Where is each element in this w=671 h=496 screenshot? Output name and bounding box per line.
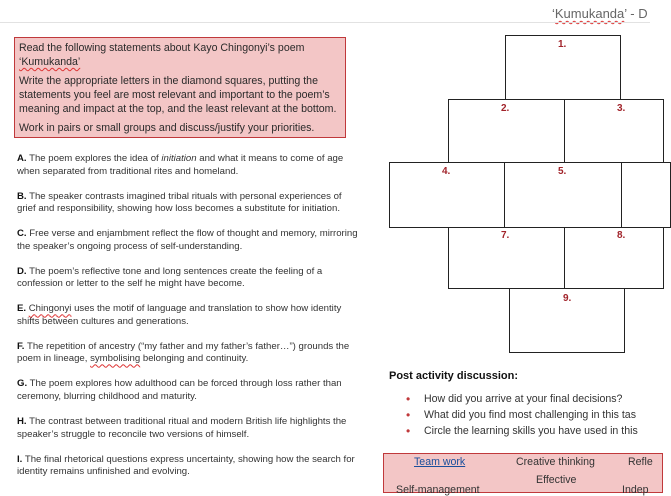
post-activity-item: • What did you find most challenging in this tas bbox=[404, 407, 638, 423]
statement-b: B. The speaker contrasts imagined tribal rituals with personal experiences of grief and responsibility, showing how loss becomes a substitute for initiation. bbox=[17, 190, 342, 215]
square-number-1: 1. bbox=[558, 39, 567, 50]
square-number-2: 2. bbox=[501, 103, 510, 114]
post-activity-item: • Circle the learning skills you have used in this bbox=[404, 423, 638, 439]
skill-creative-thinking[interactable]: Creative thinking bbox=[516, 456, 595, 468]
skill-effective[interactable]: Effective bbox=[536, 474, 577, 486]
statement-h: H. The contrast between traditional ritual and modern British life highlights the speaker’s struggle to reconcile two versions of himself. bbox=[17, 416, 347, 440]
diamond-square-6[interactable] bbox=[621, 162, 671, 228]
diamond-square-7[interactable] bbox=[448, 227, 565, 289]
statement-d: D. The poem’s reflective tone and long sentences create the feeling of a confession or letter to the self he might have become. bbox=[17, 265, 323, 290]
skill-team-work[interactable]: Team work bbox=[414, 456, 466, 468]
square-number-7: 7. bbox=[501, 230, 510, 241]
statement-a: A. The poem explores the idea of initiation and what it means to come of age when separated from traditional rites and homeland. bbox=[17, 153, 344, 177]
skill-self-management[interactable]: Self-management bbox=[396, 484, 480, 496]
learning-skills-table bbox=[383, 453, 663, 496]
statement-g: G. The poem explores how adulthood can be forced through loss rather than ceremony, blurring childhood and maturity. bbox=[17, 378, 342, 403]
skill-independent[interactable]: Indep bbox=[622, 484, 649, 496]
square-number-5: 5. bbox=[558, 166, 567, 177]
statement-f: F. The repetition of ancestry (“my father and my father’s father…”) grounds the poem in lineage, symbolising belonging and continuity. bbox=[17, 340, 350, 365]
diamond-square-1[interactable] bbox=[505, 35, 621, 100]
post-activity-list bbox=[404, 391, 638, 439]
diamond-square-2[interactable] bbox=[448, 99, 565, 163]
square-number-9: 9. bbox=[563, 293, 572, 304]
instructions-work: Work in pairs or small groups and discuss/justify your priorities. bbox=[19, 122, 315, 134]
statement-c: C. Free verse and enjambment reflect the flow of thought and memory, mirroring the speaker’s ongoing process of self-understanding. bbox=[17, 228, 358, 252]
diamond-square-3[interactable] bbox=[564, 99, 664, 163]
statement-i: I. The final rhetorical questions express uncertainty, showing how the search for identity remains unfinished and evolving. bbox=[17, 453, 355, 478]
diamond-square-8[interactable] bbox=[564, 227, 664, 289]
instructions-intro: Read the following statements about Kayo Chingonyi’s poem ‘Kumukanda’ bbox=[19, 42, 305, 68]
statement-e: E. Chingonyi uses the motif of language and translation to show how identity shifts between cultures and generations. bbox=[17, 303, 342, 327]
skill-reflective[interactable]: Refle bbox=[628, 456, 653, 468]
diamond-square-5[interactable] bbox=[504, 162, 622, 228]
header-divider bbox=[0, 22, 650, 23]
instructions-box bbox=[14, 37, 346, 138]
post-activity-heading: Post activity discussion: bbox=[389, 370, 518, 382]
diamond-square-9[interactable] bbox=[509, 288, 625, 353]
square-number-4: 4. bbox=[442, 166, 451, 177]
square-number-8: 8. bbox=[617, 230, 626, 241]
post-activity-item: • How did you arrive at your final decisions? bbox=[404, 391, 638, 407]
document-title: ‘Kumukanda’ - D bbox=[552, 6, 648, 21]
statement-list bbox=[17, 153, 362, 491]
square-number-3: 3. bbox=[617, 103, 626, 114]
diamond-square-4[interactable] bbox=[389, 162, 505, 228]
instructions-task: Write the appropriate letters in the diamond squares, putting the statements you feel are most relevant and important to the poem’s meaning and impact at the top, and the least relevant at the bottom. bbox=[19, 75, 337, 115]
